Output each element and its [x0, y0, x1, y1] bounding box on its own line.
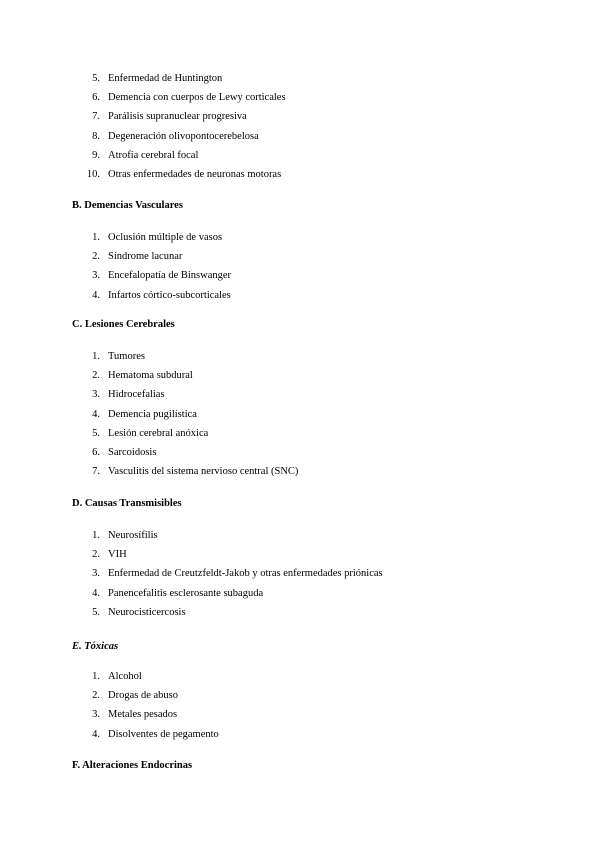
section-heading-e: E. Tóxicas [72, 641, 119, 652]
document-page: 5. Enfermedad de Huntington 6. Demencia con cuerpos de Lewy corticales 7. Parálisis supranuclear progresiva 8. Degeneración olivopontocerebelosa 9. Atrofia cerebral focal 10. Otras enfermedades de neuronas motoras B. Demencias Vasculares 1. Oclusión múltiple de vasos 2. Síndrome lacunar 3. Encefalopatía de Binswanger 4. Infartos córtico-subcorticales C. Lesiones Cerebrales 1. Tumores 2. Hematoma subdural 3. Hidrocefalias 4. Demencia pugilística 5. Lesión cerebral anóxica 6. Sarcoidosis 7. Vasculitis del sistema nervioso central (SNC) D. Causas Transmisibles 1. Neurosífilis 2. VIH 3. Enfermedad de Creutzfeldt-Jakob y otras enfermedades priónicas 4. Panencefalitis esclerosante subaguda 5. Neurocisticercosis E. Tóxicas 1. Alcohol 2. Drogas de abuso 3. Metales pesados 4. Disolventes de pegamento F. Alteraciones Endocrinas [72, 73, 383, 771]
section-heading-b: B. Demencias Vasculares [72, 200, 183, 211]
section-heading-f: F. Alteraciones Endocrinas [72, 760, 193, 771]
section-heading-c: C. Lesiones Cerebrales [72, 319, 175, 330]
section-heading-d: D. Causas Transmisibles [72, 498, 182, 509]
